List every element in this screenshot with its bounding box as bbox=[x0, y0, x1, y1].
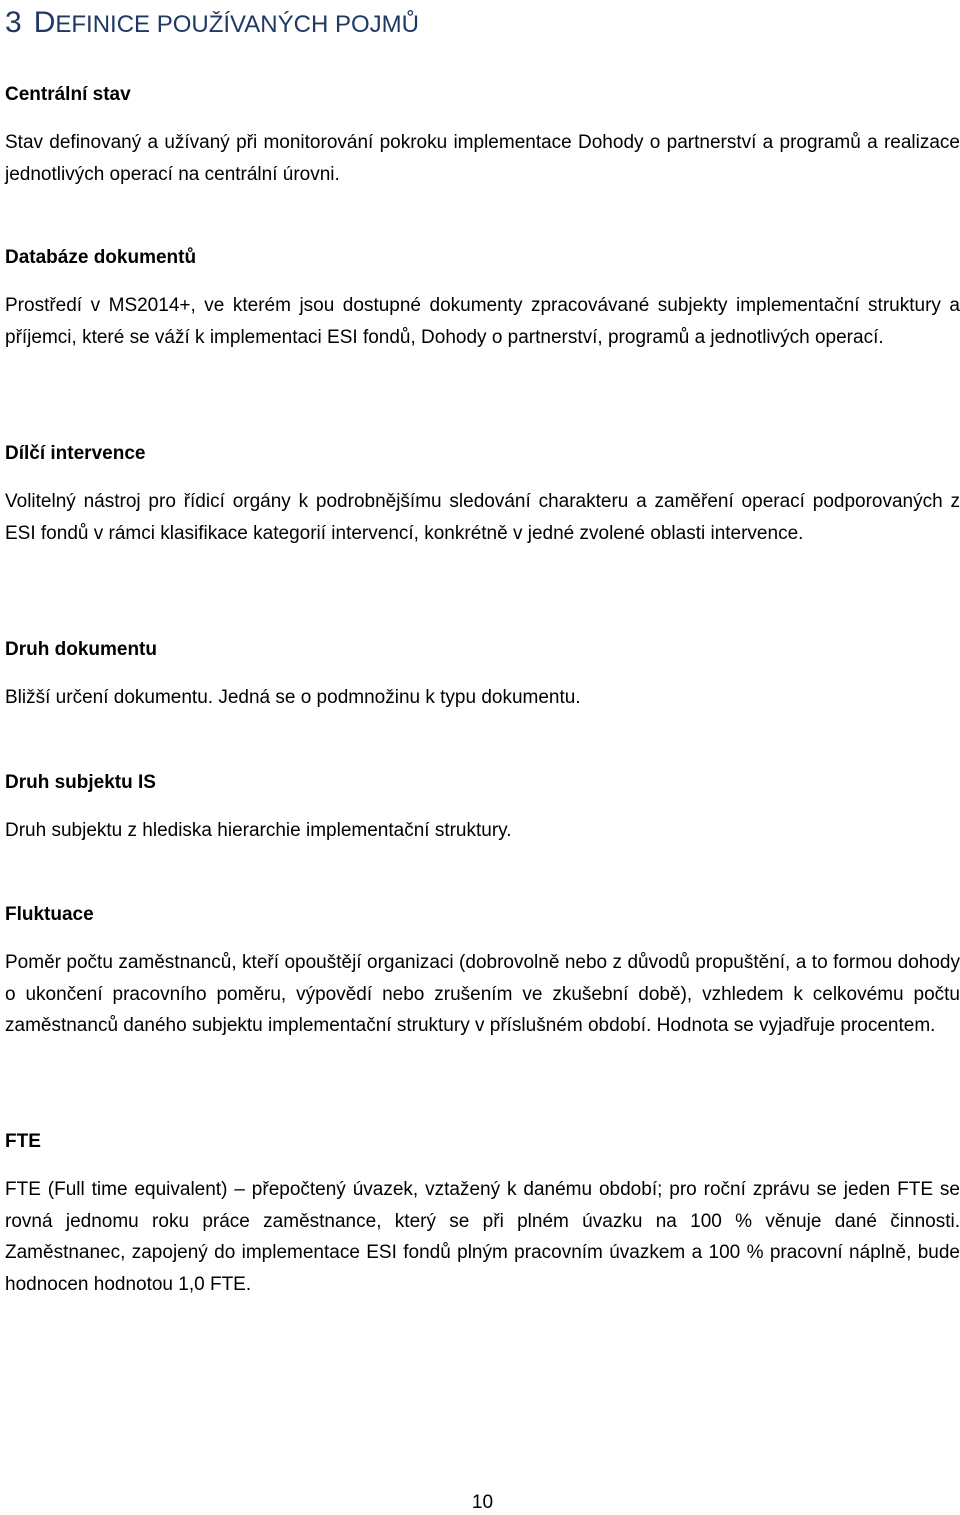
page-number: 10 bbox=[471, 1492, 494, 1513]
term-definition: Druh subjektu z hlediska hierarchie implementační struktury. bbox=[5, 820, 512, 841]
term-title: Databáze dokumentů bbox=[5, 247, 197, 268]
term-dilci-intervence bbox=[5, 442, 960, 549]
chapter-title-rest: EFINICE POUŽÍVANÝCH POJMŮ bbox=[55, 11, 419, 38]
chapter-heading bbox=[5, 3, 419, 45]
term-title: Dílčí intervence bbox=[5, 443, 146, 464]
term-title: Druh dokumentu bbox=[5, 639, 157, 660]
term-centralni-stav bbox=[5, 83, 960, 190]
term-definition: Prostředí v MS2014+, ve kterém jsou dostupné dokumenty zpracovávané subjekty implementační struktury a příjemci, které se váží k implementaci ESI fondů, Dohody o partnerství, programů a jednotlivých operací. bbox=[5, 295, 960, 348]
term-definition: Stav definovaný a užívaný při monitorování pokroku implementace Dohody o partnerství a programů a realizace jednotlivých operací na centrální úrovni. bbox=[5, 132, 960, 185]
term-definition: FTE (Full time equivalent) – přepočtený úvazek, vztažený k danému období; pro roční zprávu se jeden FTE se rovná jednomu roku práce zaměstnance, který se při plném úvazku na 100 % věnuje dané činnosti. Zaměstnanec, zapojený do implementace ESI fondů plným pracovním úvazkem a 100 % pracovní náplně, bude hodnocen hodnotou 1,0 FTE. bbox=[5, 1179, 960, 1295]
term-title: Centrální stav bbox=[5, 84, 131, 105]
term-definition: Bližší určení dokumentu. Jedná se o podmnožinu k typu dokumentu. bbox=[5, 687, 581, 708]
term-title: FTE bbox=[5, 1131, 41, 1152]
term-databaze-dokumentu bbox=[5, 246, 960, 353]
term-definition: Volitelný nástroj pro řídicí orgány k podrobnějšímu sledování charakteru a zaměření operací podporovaných z ESI fondů v rámci klasifikace kategorií intervencí, konkrétně v jedné zvolené oblasti intervence. bbox=[5, 491, 960, 544]
term-definition: Poměr počtu zaměstnanců, kteří opouštějí organizaci (dobrovolně nebo z důvodů propuštění, a to formou dohody o ukončení pracovního poměru, výpovědí nebo zrušením ve zkušební době), vzhledem k celkovému počtu zaměstnanců daného subjektu implementační struktury v příslušném období. Hodnota se vyjadřuje procentem. bbox=[5, 952, 960, 1036]
chapter-number: 3 bbox=[5, 6, 22, 39]
term-druh-subjektu-is bbox=[5, 771, 960, 847]
term-title: Druh subjektu IS bbox=[5, 772, 156, 793]
term-title: Fluktuace bbox=[5, 904, 94, 925]
chapter-title-initial: D bbox=[33, 6, 56, 39]
term-fluktuace bbox=[5, 903, 960, 1042]
term-druh-dokumentu bbox=[5, 638, 960, 714]
term-fte bbox=[5, 1130, 960, 1300]
